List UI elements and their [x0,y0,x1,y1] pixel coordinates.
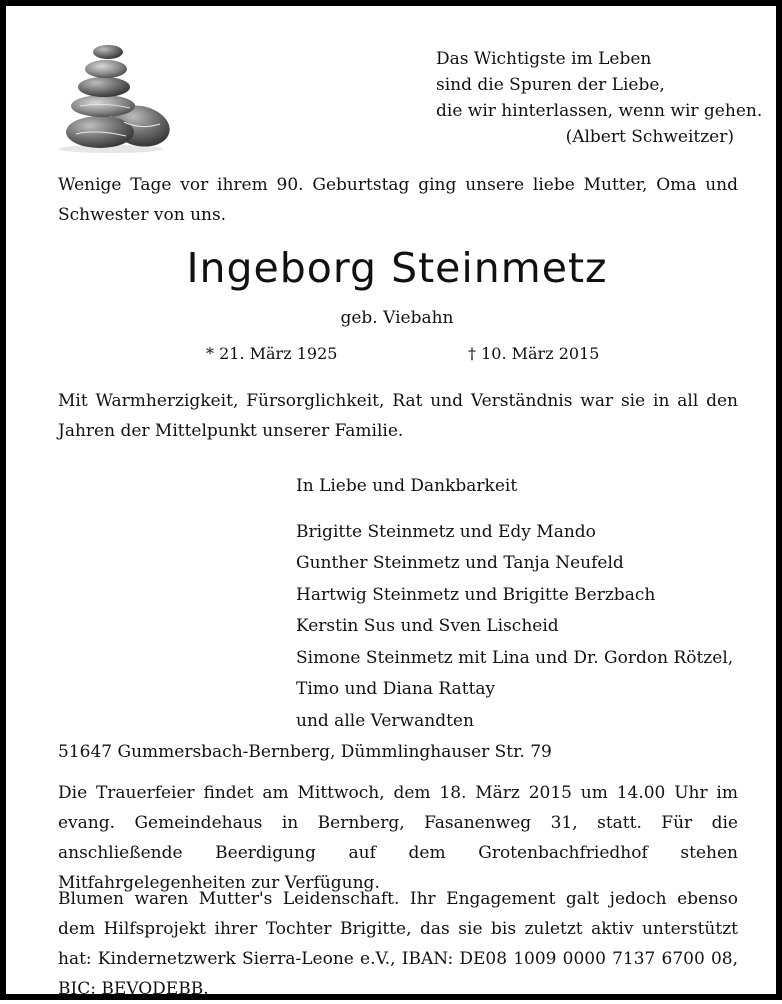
funeral-info: Die Trauerfeier findet am Mittwoch, dem 18. März 2015 um 14.00 Uhr im evang. Gemeindehaus in Bernberg, Fasanenweg 31, statt. Für die anschließende Beerdigung auf dem Grotenbachfriedhof stehen Mitfahrgelegenheiten zur Verfügung. [58,783,738,893]
death-date: † 10. März 2015 [468,344,600,363]
mourner-line: und alle Verwandten [296,710,474,731]
deceased-name: Ingeborg Steinmetz [186,244,608,292]
closing-line: In Liebe und Dankbarkeit [296,476,518,496]
mourner-line: Brigitte Steinmetz und Edy Mando [296,521,596,542]
quote [436,46,763,150]
maiden-name: geb. Viebahn [340,308,454,328]
mourner-line: Simone Steinmetz mit Lina und Dr. Gordon Rötzel, [296,647,734,668]
birth-date: * 21. März 1925 [206,344,338,363]
mourner-line: Kerstin Sus und Sven Lischeid [296,616,559,636]
quote-line: Das Wichtigste im Leben [436,49,652,69]
quote-line: sind die Spuren der Liebe, [436,75,665,95]
intro-text: Wenige Tage vor ihrem 90. Geburtstag ging unsere liebe Mutter, Oma und Schwester von uns. [58,175,738,225]
mourner-line: Timo und Diana Rattay [296,679,496,699]
donation-info: Blumen waren Mutter's Leidenschaft. Ihr Engagement galt jedoch ebenso dem Hilfsprojekt ihrer Tochter Brigitte, das sie bis zuletzt aktiv unterstützt hat: Kindernetzwerk Sierra-Leone e.V., IBAN: DE08 1009 0000 7137 6700 08, BIC: BEVODEBB. [58,889,738,999]
quote-line: die wir hinterlassen, wenn wir gehen. [436,101,763,121]
mourner-line: Hartwig Steinmetz und Brigitte Berzbach [296,584,656,605]
signature-block [296,471,766,737]
mourner-line: Gunther Steinmetz und Tanja Neufeld [296,553,624,573]
tribute-text: Mit Warmherzigkeit, Fürsorglichkeit, Rat und Verständnis war sie in all den Jahren der Mittelpunkt unserer Familie. [58,391,738,441]
family-address: 51647 Gummersbach-Bernberg, Dümmlinghauser Str. 79 [58,742,552,762]
quote-author: (Albert Schweitzer) [565,127,734,147]
stacked-stones-image [56,34,176,154]
